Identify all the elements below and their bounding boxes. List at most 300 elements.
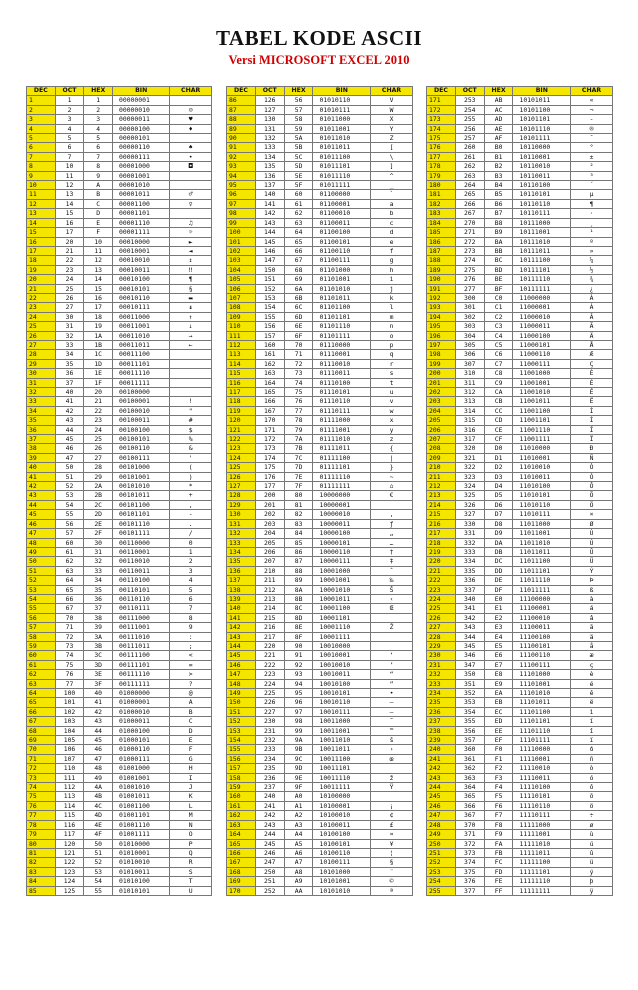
- char-cell: ý: [571, 867, 613, 876]
- hex-cell: 50: [84, 839, 113, 848]
- bin-cell: 00101010: [113, 482, 170, 491]
- hex-cell: C3: [484, 322, 513, 331]
- oct-cell: 324: [455, 482, 484, 491]
- dec-cell: 144: [227, 641, 256, 650]
- dec-cell: 118: [227, 397, 256, 406]
- bin-cell: 01001010: [113, 783, 170, 792]
- table-row: [227, 134, 413, 143]
- char-cell: [371, 500, 413, 509]
- bin-cell: 00010001: [113, 246, 170, 255]
- bin-cell: 01101010: [313, 284, 371, 293]
- hex-cell: 89: [284, 576, 313, 585]
- oct-cell: 333: [455, 547, 484, 556]
- oct-cell: 203: [255, 519, 284, 528]
- dec-cell: 45: [27, 510, 56, 519]
- table-row: [27, 378, 212, 387]
- oct-cell: 174: [255, 453, 284, 462]
- oct-cell: 101: [55, 698, 84, 707]
- table-row: [227, 707, 413, 716]
- dec-cell: 139: [227, 594, 256, 603]
- bin-cell: 00000101: [113, 134, 170, 143]
- oct-cell: 112: [55, 783, 84, 792]
- bin-cell: 11000001: [513, 303, 571, 312]
- hex-cell: 16: [84, 293, 113, 302]
- table-row: [27, 754, 212, 763]
- bin-cell: 11010100: [513, 482, 571, 491]
- char-cell: Ê: [571, 388, 613, 397]
- table-row: [227, 773, 413, 782]
- char-cell: ½: [571, 265, 613, 274]
- dec-cell: 127: [227, 482, 256, 491]
- table-row: [27, 397, 212, 406]
- oct-cell: 72: [55, 632, 84, 641]
- table-row: [427, 293, 613, 302]
- char-cell: (: [170, 463, 212, 472]
- char-cell: ◄: [170, 246, 212, 255]
- bin-cell: 10110010: [513, 162, 571, 171]
- hex-cell: 3: [84, 115, 113, 124]
- bin-cell: 00100101: [113, 435, 170, 444]
- hex-cell: B9: [484, 228, 513, 237]
- oct-cell: 66: [55, 594, 84, 603]
- oct-cell: 212: [255, 585, 284, 594]
- table-row: [427, 406, 613, 415]
- hex-cell: C8: [484, 369, 513, 378]
- dec-cell: 200: [427, 369, 456, 378]
- bin-cell: 11110001: [513, 754, 571, 763]
- hex-cell: 13: [84, 265, 113, 274]
- bin-cell: 10001110: [313, 623, 371, 632]
- table-row: [427, 199, 613, 208]
- bin-cell: 10100101: [313, 839, 371, 848]
- dec-cell: 167: [227, 858, 256, 867]
- dec-cell: 37: [27, 435, 56, 444]
- table-row: [427, 585, 613, 594]
- bin-cell: 00101001: [113, 472, 170, 481]
- char-cell: ◘: [170, 162, 212, 171]
- oct-cell: 234: [255, 754, 284, 763]
- bin-cell: 11000101: [513, 340, 571, 349]
- hex-cell: 7A: [284, 435, 313, 444]
- char-cell: o: [371, 331, 413, 340]
- bin-cell: 10001100: [313, 604, 371, 613]
- hex-cell: 6E: [284, 322, 313, 331]
- oct-cell: 64: [55, 576, 84, 585]
- hex-cell: 72: [284, 359, 313, 368]
- char-cell: ¦: [371, 848, 413, 857]
- oct-cell: 341: [455, 604, 484, 613]
- column-header-bin: BIN: [113, 87, 170, 96]
- oct-cell: 326: [455, 500, 484, 509]
- table-row: [227, 397, 413, 406]
- table-row: [27, 585, 212, 594]
- hex-cell: 83: [284, 519, 313, 528]
- bin-cell: 01100011: [313, 218, 371, 227]
- table-row: [427, 547, 613, 556]
- dec-cell: 195: [427, 322, 456, 331]
- dec-cell: 63: [27, 679, 56, 688]
- hex-cell: 79: [284, 425, 313, 434]
- oct-cell: 351: [455, 679, 484, 688]
- dec-cell: 243: [427, 773, 456, 782]
- table-row: [227, 764, 413, 773]
- dec-cell: 238: [427, 726, 456, 735]
- dec-cell: 74: [27, 783, 56, 792]
- table-row: [227, 293, 413, 302]
- dec-cell: 53: [27, 585, 56, 594]
- bin-cell: 11011010: [513, 538, 571, 547]
- table-row: [227, 209, 413, 218]
- hex-cell: 9F: [284, 783, 313, 792]
- bin-cell: 01110101: [313, 388, 371, 397]
- table-row: [427, 726, 613, 735]
- oct-cell: 312: [455, 388, 484, 397]
- dec-cell: 223: [427, 585, 456, 594]
- table-row: [27, 529, 212, 538]
- bin-cell: 00001011: [113, 190, 170, 199]
- char-cell: Ã: [571, 322, 613, 331]
- oct-cell: 252: [255, 886, 284, 895]
- char-cell: W: [371, 105, 413, 114]
- bin-cell: 11101010: [513, 689, 571, 698]
- table-row: [427, 435, 613, 444]
- bin-cell: 10110001: [513, 152, 571, 161]
- char-cell: ˆ: [371, 566, 413, 575]
- char-cell: d: [371, 228, 413, 237]
- dec-cell: 252: [427, 858, 456, 867]
- table-row: [27, 557, 212, 566]
- table-row: [227, 115, 413, 124]
- table-row: [27, 594, 212, 603]
- oct-cell: 240: [255, 792, 284, 801]
- oct-cell: 362: [455, 764, 484, 773]
- dec-cell: 54: [27, 594, 56, 603]
- oct-cell: 353: [455, 698, 484, 707]
- bin-cell: 10001001: [313, 576, 371, 585]
- char-cell: [371, 792, 413, 801]
- hex-cell: B8: [484, 218, 513, 227]
- oct-cell: 126: [255, 96, 284, 105]
- oct-cell: 250: [255, 867, 284, 876]
- bin-cell: 01011100: [313, 152, 371, 161]
- char-cell: ¢: [371, 811, 413, 820]
- table-row: [27, 877, 212, 886]
- hex-cell: 20: [84, 388, 113, 397]
- table-row: [27, 124, 212, 133]
- dec-cell: 33: [27, 397, 56, 406]
- table-row: [227, 820, 413, 829]
- bin-cell: 11111101: [513, 867, 571, 876]
- bin-cell: 01000110: [113, 745, 170, 754]
- bin-cell: 00111011: [113, 641, 170, 650]
- table-row: [227, 613, 413, 622]
- bin-cell: 00100000: [113, 388, 170, 397]
- oct-cell: 60: [55, 538, 84, 547]
- table-row: [427, 284, 613, 293]
- bin-cell: 10010111: [313, 707, 371, 716]
- dec-cell: 11: [27, 190, 56, 199]
- oct-cell: 302: [455, 312, 484, 321]
- char-cell: ó: [571, 773, 613, 782]
- hex-cell: 71: [284, 350, 313, 359]
- bin-cell: 00010101: [113, 284, 170, 293]
- char-cell: D: [170, 726, 212, 735]
- bin-cell: 00011010: [113, 331, 170, 340]
- bin-cell: 01000100: [113, 726, 170, 735]
- table-row: [227, 453, 413, 462]
- hex-cell: B: [84, 190, 113, 199]
- char-cell: ): [170, 472, 212, 481]
- dec-cell: 111: [227, 331, 256, 340]
- char-cell: Ö: [571, 500, 613, 509]
- hex-cell: 4: [84, 124, 113, 133]
- oct-cell: 375: [455, 867, 484, 876]
- oct-cell: 322: [455, 463, 484, 472]
- table-row: [27, 576, 212, 585]
- oct-cell: 372: [455, 839, 484, 848]
- char-cell: _: [371, 181, 413, 190]
- dec-cell: 7: [27, 152, 56, 161]
- dec-cell: 51: [27, 566, 56, 575]
- oct-cell: 200: [255, 491, 284, 500]
- hex-cell: 34: [84, 576, 113, 585]
- char-cell: [371, 613, 413, 622]
- char-cell: Ç: [571, 359, 613, 368]
- hex-cell: C7: [484, 359, 513, 368]
- hex-cell: 5D: [284, 162, 313, 171]
- bin-cell: 11110110: [513, 801, 571, 810]
- oct-cell: 246: [255, 848, 284, 857]
- char-cell: å: [571, 641, 613, 650]
- char-cell: ¥: [371, 839, 413, 848]
- hex-cell: F2: [484, 764, 513, 773]
- oct-cell: 3: [55, 115, 84, 124]
- hex-cell: 7C: [284, 453, 313, 462]
- hex-cell: 61: [284, 199, 313, 208]
- oct-cell: 114: [55, 801, 84, 810]
- dec-cell: 140: [227, 604, 256, 613]
- table-row: [427, 453, 613, 462]
- dec-cell: 64: [27, 689, 56, 698]
- oct-cell: 161: [255, 350, 284, 359]
- oct-cell: 70: [55, 613, 84, 622]
- dec-cell: 59: [27, 641, 56, 650]
- bin-cell: 11110000: [513, 745, 571, 754]
- bin-cell: 11110100: [513, 783, 571, 792]
- dec-cell: 42: [27, 482, 56, 491]
- bin-cell: 01010101: [113, 886, 170, 895]
- table-row: [227, 877, 413, 886]
- oct-cell: 137: [255, 181, 284, 190]
- dec-cell: 166: [227, 848, 256, 857]
- bin-cell: 00000111: [113, 152, 170, 161]
- oct-cell: 155: [255, 312, 284, 321]
- bin-cell: 01010110: [313, 96, 371, 105]
- table-row: [427, 425, 613, 434]
- hex-cell: CB: [484, 397, 513, 406]
- table-row: [227, 529, 413, 538]
- bin-cell: 10110011: [513, 171, 571, 180]
- column-header-oct: OCT: [455, 87, 484, 96]
- bin-cell: 01111110: [313, 472, 371, 481]
- oct-cell: 30: [55, 312, 84, 321]
- dec-cell: 110: [227, 322, 256, 331]
- oct-cell: 135: [255, 162, 284, 171]
- char-cell: v: [371, 397, 413, 406]
- hex-cell: BD: [484, 265, 513, 274]
- bin-cell: 00001100: [113, 199, 170, 208]
- char-cell: Š: [371, 585, 413, 594]
- oct-cell: 51: [55, 472, 84, 481]
- table-row: [27, 388, 212, 397]
- char-cell: M: [170, 811, 212, 820]
- dec-cell: 208: [427, 444, 456, 453]
- bin-cell: 01111101: [313, 463, 371, 472]
- dec-cell: 92: [227, 152, 256, 161]
- dec-cell: 44: [27, 500, 56, 509]
- oct-cell: 350: [455, 670, 484, 679]
- column-header-hex: HEX: [484, 87, 513, 96]
- table-row: [27, 764, 212, 773]
- bin-cell: 00110110: [113, 594, 170, 603]
- hex-cell: FB: [484, 848, 513, 857]
- table-row: [227, 246, 413, 255]
- oct-cell: 243: [255, 820, 284, 829]
- char-cell: á: [571, 604, 613, 613]
- hex-cell: 65: [284, 237, 313, 246]
- char-cell: Î: [571, 425, 613, 434]
- table-row: [27, 510, 212, 519]
- char-cell: þ: [571, 877, 613, 886]
- oct-cell: 144: [255, 228, 284, 237]
- hex-cell: 22: [84, 406, 113, 415]
- oct-cell: 35: [55, 359, 84, 368]
- oct-cell: 73: [55, 641, 84, 650]
- bin-cell: 01011110: [313, 171, 371, 180]
- oct-cell: 220: [255, 641, 284, 650]
- hex-cell: EA: [484, 689, 513, 698]
- oct-cell: 241: [255, 801, 284, 810]
- bin-cell: 01000111: [113, 754, 170, 763]
- hex-cell: 64: [284, 228, 313, 237]
- oct-cell: 26: [55, 293, 84, 302]
- dec-cell: 81: [27, 848, 56, 857]
- dec-cell: 98: [227, 209, 256, 218]
- hex-cell: E6: [484, 651, 513, 660]
- hex-cell: 75: [284, 388, 313, 397]
- dec-cell: 49: [27, 547, 56, 556]
- bin-cell: 00000110: [113, 143, 170, 152]
- bin-cell: 00011000: [113, 312, 170, 321]
- char-cell: ♥: [170, 115, 212, 124]
- dec-cell: 188: [427, 256, 456, 265]
- oct-cell: 104: [55, 726, 84, 735]
- oct-cell: 206: [255, 547, 284, 556]
- char-cell: ‘: [371, 651, 413, 660]
- char-cell: 2: [170, 557, 212, 566]
- hex-cell: B4: [484, 181, 513, 190]
- hex-cell: 30: [84, 538, 113, 547]
- char-cell: Ï: [571, 435, 613, 444]
- oct-cell: 352: [455, 689, 484, 698]
- dec-cell: 5: [27, 134, 56, 143]
- char-cell: ö: [571, 801, 613, 810]
- char-cell: B: [170, 707, 212, 716]
- oct-cell: 45: [55, 435, 84, 444]
- table-row: [27, 792, 212, 801]
- char-cell: ♦: [170, 124, 212, 133]
- dec-cell: 22: [27, 293, 56, 302]
- dec-cell: 191: [427, 284, 456, 293]
- table-row: [27, 162, 212, 171]
- oct-cell: 47: [55, 453, 84, 462]
- table-row: [227, 96, 413, 105]
- hex-cell: C: [84, 199, 113, 208]
- hex-cell: C9: [484, 378, 513, 387]
- oct-cell: 273: [455, 246, 484, 255]
- table-row: [227, 491, 413, 500]
- hex-cell: 9E: [284, 773, 313, 782]
- hex-cell: 19: [84, 322, 113, 331]
- oct-cell: 227: [255, 707, 284, 716]
- table-row: [427, 792, 613, 801]
- char-cell: ;: [170, 641, 212, 650]
- table-row: [27, 369, 212, 378]
- oct-cell: 175: [255, 463, 284, 472]
- table-row: [27, 293, 212, 302]
- table-row: [427, 312, 613, 321]
- oct-cell: 330: [455, 519, 484, 528]
- dec-cell: 234: [427, 689, 456, 698]
- oct-cell: 232: [255, 736, 284, 745]
- hex-cell: AA: [284, 886, 313, 895]
- oct-cell: 264: [455, 181, 484, 190]
- dec-cell: 41: [27, 472, 56, 481]
- dec-cell: 76: [27, 801, 56, 810]
- char-cell: ": [170, 406, 212, 415]
- bin-cell: 01101100: [313, 303, 371, 312]
- table-row: [427, 228, 613, 237]
- table-row: [27, 820, 212, 829]
- char-cell: =: [170, 660, 212, 669]
- bin-cell: 10100100: [313, 830, 371, 839]
- oct-cell: 111: [55, 773, 84, 782]
- dec-cell: 125: [227, 463, 256, 472]
- char-cell: }: [371, 463, 413, 472]
- bin-cell: 00010100: [113, 275, 170, 284]
- table-row: [227, 284, 413, 293]
- bin-cell: 11100111: [513, 660, 571, 669]
- dec-cell: 158: [227, 773, 256, 782]
- char-cell: í: [571, 717, 613, 726]
- hex-cell: 2D: [84, 510, 113, 519]
- table-row: [27, 190, 212, 199]
- dec-cell: 91: [227, 143, 256, 152]
- table-row: [27, 641, 212, 650]
- hex-cell: 5F: [284, 181, 313, 190]
- table-row: [227, 500, 413, 509]
- char-cell: Ë: [571, 397, 613, 406]
- dec-cell: 57: [27, 623, 56, 632]
- table-row: [27, 660, 212, 669]
- oct-cell: 267: [455, 209, 484, 218]
- char-cell: 8: [170, 613, 212, 622]
- dec-cell: 190: [427, 275, 456, 284]
- hex-cell: 38: [84, 613, 113, 622]
- oct-cell: 156: [255, 322, 284, 331]
- hex-cell: 8B: [284, 594, 313, 603]
- char-cell: Ø: [571, 519, 613, 528]
